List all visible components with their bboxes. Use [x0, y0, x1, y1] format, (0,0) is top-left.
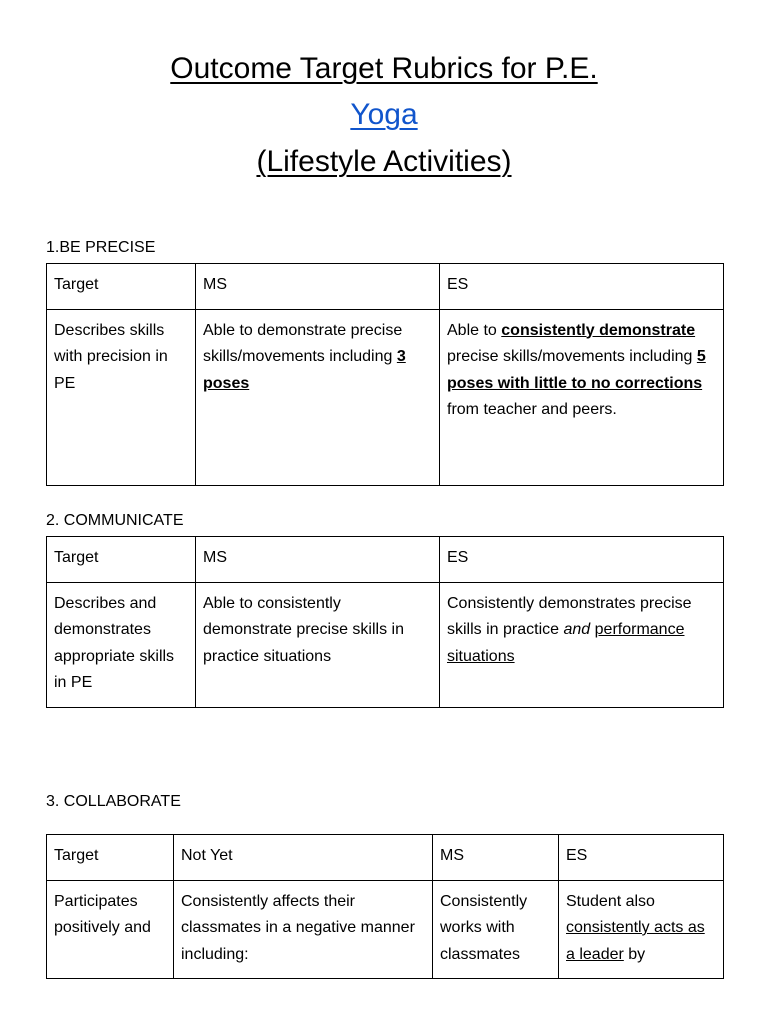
table-row [47, 880, 724, 979]
emphasis-text: 3 poses [203, 348, 406, 392]
not-yet-cell: Consistently affects their classmates in a negative manner including: [174, 880, 433, 979]
rubric-table-communicate [46, 536, 724, 708]
emphasis-text: consistently demonstrate [501, 321, 696, 339]
document-subtitle: (Lifestyle Activities) [256, 145, 512, 178]
section-heading-communicate: 2. COMMUNICATE [46, 512, 184, 529]
target-cell: Participates positively and [47, 880, 174, 979]
es-cell [440, 582, 724, 707]
column-header: Target [47, 264, 196, 310]
column-header: MS [196, 264, 440, 310]
table-header-row [47, 264, 724, 310]
target-cell: Describes and demonstrates appropriate skills in PE [47, 582, 196, 707]
column-header: ES [440, 537, 724, 583]
emphasis-text: and [563, 621, 591, 638]
activity-link[interactable]: Yoga [350, 98, 418, 131]
cell-text: from teacher and peers. [447, 401, 617, 418]
emphasis-text: consistently acts as a leader [566, 919, 705, 963]
cell-text: by [623, 945, 646, 963]
section-heading-be-precise: 1.BE PRECISE [46, 239, 156, 256]
cell-text: Able to [447, 321, 502, 339]
ms-cell: Able to consistently demonstrate precise skills in practice situations [196, 582, 440, 707]
es-cell [559, 880, 724, 979]
cell-text: Student also [566, 892, 655, 910]
table-row [47, 309, 724, 485]
cell-text: Able to demonstrate precise skills/movements including [203, 321, 403, 365]
column-header: MS [196, 537, 440, 583]
table-header-row [47, 835, 724, 881]
emphasis-text: 5 poses with little to no corrections [447, 348, 706, 392]
rubric-table-be-precise [46, 263, 724, 486]
column-header: ES [440, 264, 724, 310]
rubric-table-collaborate [46, 834, 724, 979]
cell-text: Consistently demonstrates precise skills in practice [447, 594, 692, 638]
column-header: Not Yet [174, 835, 433, 881]
es-cell [440, 309, 724, 485]
table-row [47, 582, 724, 707]
column-header: Target [47, 537, 196, 583]
column-header: ES [559, 835, 724, 881]
emphasis-text: performance situations [447, 621, 685, 665]
document-title: Outcome Target Rubrics for P.E. [170, 52, 598, 85]
section-heading-collaborate: 3. COLLABORATE [46, 793, 181, 810]
ms-cell: Consistently works with classmates [433, 880, 559, 979]
column-header: MS [433, 835, 559, 881]
table-header-row [47, 537, 724, 583]
cell-text: precise skills/movements including [447, 348, 697, 365]
ms-cell [196, 309, 440, 485]
target-cell: Describes skills with precision in PE [47, 309, 196, 485]
column-header: Target [47, 835, 174, 881]
